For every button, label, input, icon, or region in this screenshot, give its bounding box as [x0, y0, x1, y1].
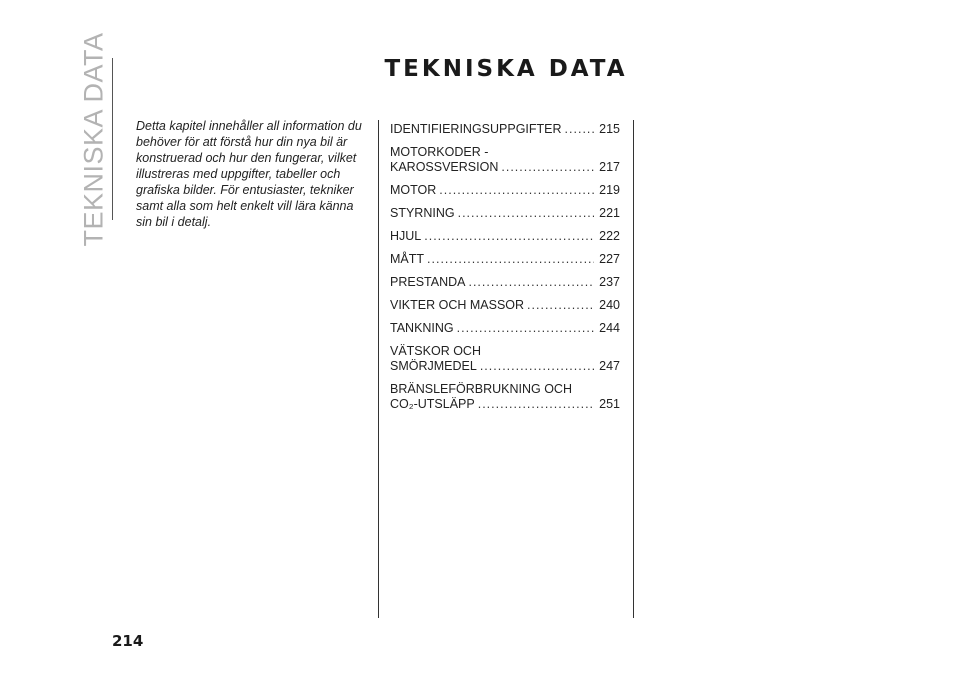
- intro-paragraph: Detta kapitel innehåller all information du behöver för att förstå hur din nya bil är konstruerad och hur den fungerar, vilket illustreras med uppgifter, tabeller och grafiska bilder. För entusiaster, tekniker samt alla som helt enkelt vill lära känna sin bil i detalj.: [136, 119, 362, 229]
- side-tab-divider: [112, 58, 113, 220]
- toc-entry-line: [390, 298, 620, 313]
- toc-leader-dots: [458, 206, 594, 221]
- toc-entry-line: [390, 122, 620, 137]
- toc-entry[interactable]: [390, 344, 620, 374]
- toc-entry[interactable]: [390, 321, 620, 336]
- toc-entry[interactable]: [390, 122, 620, 137]
- toc-entry-line: [390, 252, 620, 267]
- toc-entry-page: 215: [599, 122, 620, 136]
- toc-entry[interactable]: [390, 382, 620, 412]
- toc-entry-line: [390, 397, 620, 412]
- toc-entry-line: [390, 229, 620, 244]
- toc-leader-dots: [439, 183, 594, 198]
- toc-entry-line: [390, 321, 620, 336]
- toc-entry[interactable]: [390, 206, 620, 221]
- table-of-contents: [390, 122, 620, 420]
- toc-entry[interactable]: [390, 252, 620, 267]
- toc-entry-title-line: VÄTSKOR OCH: [390, 344, 481, 358]
- toc-entry-line: [390, 183, 620, 198]
- toc-entry[interactable]: [390, 145, 620, 175]
- toc-entry-title: VIKTER OCH MASSOR: [390, 298, 525, 312]
- toc-entry-page: 219: [599, 183, 620, 197]
- toc-entry-title: CO₂-UTSLÄPP: [390, 397, 475, 411]
- toc-entry-title: IDENTIFIERINGSUPPGIFTER: [390, 122, 562, 136]
- side-tab: [76, 31, 112, 247]
- toc-entry-title: STYRNING: [390, 206, 455, 220]
- toc-entry-page: 251: [599, 397, 620, 411]
- toc-leader-dots: [427, 252, 594, 267]
- toc-leader-dots: [565, 122, 594, 137]
- toc-entry-page: 221: [599, 206, 620, 220]
- side-tab-label: TEKNISKA DATA: [78, 31, 109, 247]
- toc-entry-page: 237: [599, 275, 620, 289]
- toc-leader-dots: [478, 397, 594, 412]
- toc-entry-page: 217: [599, 160, 620, 174]
- toc-entry-title: MÅTT: [390, 252, 425, 266]
- toc-entry-line: [390, 359, 620, 374]
- toc-leader-dots: [468, 275, 594, 290]
- toc-entry-line: [390, 275, 620, 290]
- toc-entry-page: 222: [599, 229, 620, 243]
- toc-entry[interactable]: [390, 183, 620, 198]
- toc-entry-title: KAROSSVERSION: [390, 160, 499, 174]
- toc-leader-dots: [501, 160, 594, 175]
- toc-entry-line: [390, 206, 620, 221]
- toc-entry[interactable]: [390, 275, 620, 290]
- toc-leader-dots: [527, 298, 594, 313]
- page-title: TEKNISKA DATA: [384, 56, 628, 82]
- toc-leader-dots: [480, 359, 594, 374]
- toc-entry[interactable]: [390, 229, 620, 244]
- toc-entry-title: HJUL: [390, 229, 422, 243]
- toc-entry-page: 244: [599, 321, 620, 335]
- page-number: 214: [112, 632, 144, 650]
- toc-entry-title-line: BRÄNSLEFÖRBRUKNING OCH: [390, 382, 572, 396]
- toc-entry-title-line: MOTORKODER -: [390, 145, 489, 159]
- toc-entry[interactable]: [390, 298, 620, 313]
- toc-entry-title: TANKNING: [390, 321, 454, 335]
- toc-entry-page: 247: [599, 359, 620, 373]
- toc-entry-page: 240: [599, 298, 620, 312]
- toc-entry-title: MOTOR: [390, 183, 437, 197]
- toc-leader-dots: [457, 321, 594, 336]
- toc-right-rule: [633, 120, 634, 618]
- toc-entry-line: [390, 160, 620, 175]
- toc-entry-title: PRESTANDA: [390, 275, 466, 289]
- toc-entry-page: 227: [599, 252, 620, 266]
- toc-entry-title: SMÖRJMEDEL: [390, 359, 477, 373]
- toc-left-rule: [378, 120, 379, 618]
- toc-leader-dots: [424, 229, 594, 244]
